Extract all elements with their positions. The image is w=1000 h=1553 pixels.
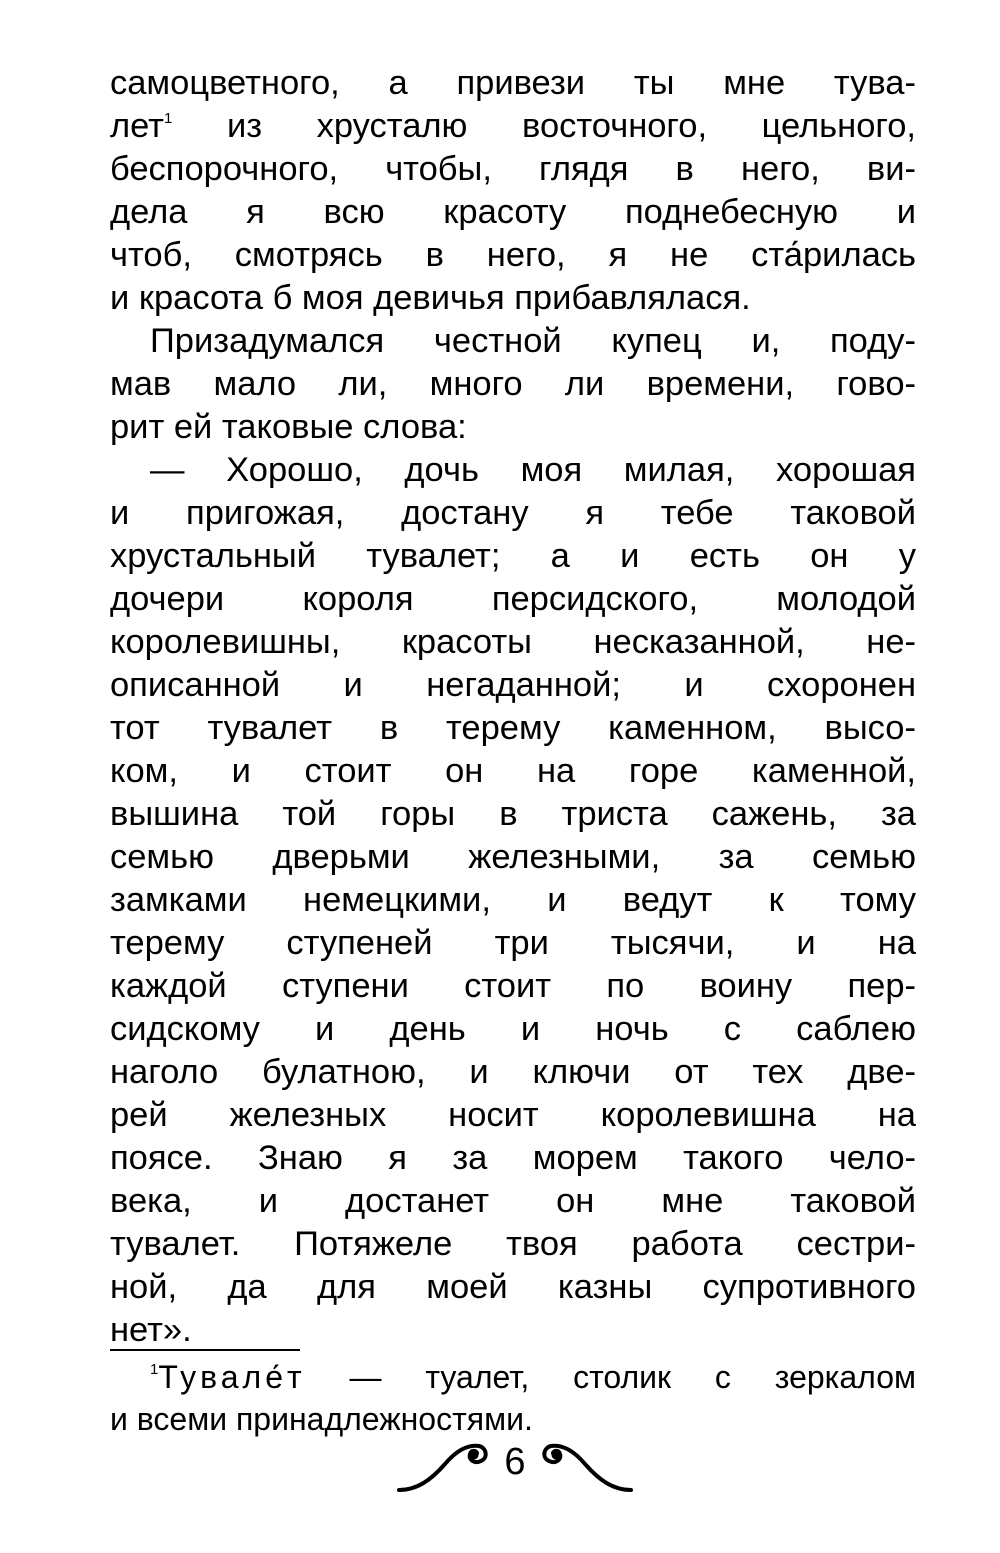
text-line: — Хорошо, дочь моя милая, хорошая [150,451,916,489]
page-number-ornament [395,1428,635,1508]
page-number: 6 [504,1441,526,1483]
text-line: мав мало ли, много ли времени, гово- [110,365,916,403]
text-line: чтоб, смотрясь в него, я не ста́рилась [110,236,916,274]
text-line: ной, да для моей казны супротивного [110,1268,916,1306]
text-line: века, и достанет он мне таковой [110,1182,916,1220]
text-line [110,105,916,148]
footnote-line [110,1356,916,1398]
text-line: описанной и негаданной; и схоронен [110,666,916,704]
text-line: тувалет. Потяжеле твоя работа сестри- [110,1225,916,1263]
text-line: тот тувалет в терему каменном, высо- [110,709,916,747]
text-line: рит ей таковые слова: [110,408,467,446]
text-line: ком, и стоит он на горе каменной, [110,752,916,790]
footnote-ref[interactable]: 1 [163,110,173,127]
right-flourish-icon [540,1428,635,1498]
text-fragment: лет [110,107,164,145]
footnote-line: и всеми принадлежностями. [110,1401,533,1437]
footnote-divider [110,1349,300,1351]
text-line: нет». [110,1311,192,1349]
footnote-definition: — туалет, столик с зеркалом [349,1359,917,1395]
body-text [110,62,916,1352]
text-line: рей железных носит королевишна на [110,1096,916,1134]
text-line: Призадумался честной купец и, поду- [150,322,916,360]
text-line: семью дверьми железными, за семью [110,838,916,876]
text-line: дочери короля персидского, молодой [110,580,916,618]
text-fragment: из хрусталю восточного, цельного, [226,107,916,145]
text-line: вышина той горы в триста сажень, за [110,795,916,833]
text-line: каждой ступени стоит по воину пер- [110,967,916,1005]
text-line: хрустальный тувалет; а и есть он у [110,537,916,575]
text-line: королевишны, красоты несказанной, не- [110,623,916,661]
text-line: поясе. Знаю я за морем такого чело- [110,1139,916,1177]
text-line: беспорочного, чтобы, глядя в него, ви- [110,150,916,188]
left-flourish-icon [395,1428,490,1498]
text-line: и пригожая, достану я тебе таковой [110,494,916,532]
text-line: сидскому и день и ночь с саблею [110,1010,916,1048]
text-line: самоцветного, а привези ты мне тува- [110,64,916,102]
text-line: терему ступеней три тысячи, и на [110,924,916,962]
footnote-marker: 1 [150,1361,159,1378]
text-line: дела я всю красоту поднебесную и [110,193,916,231]
text-line: наголо булатною, и ключи от тех две- [110,1053,916,1091]
text-line: замками немецкими, и ведут к тому [110,881,916,919]
text-line: и красота б моя девичья прибавлялася. [110,279,751,317]
footnote-term: Тувале́т [158,1359,306,1395]
